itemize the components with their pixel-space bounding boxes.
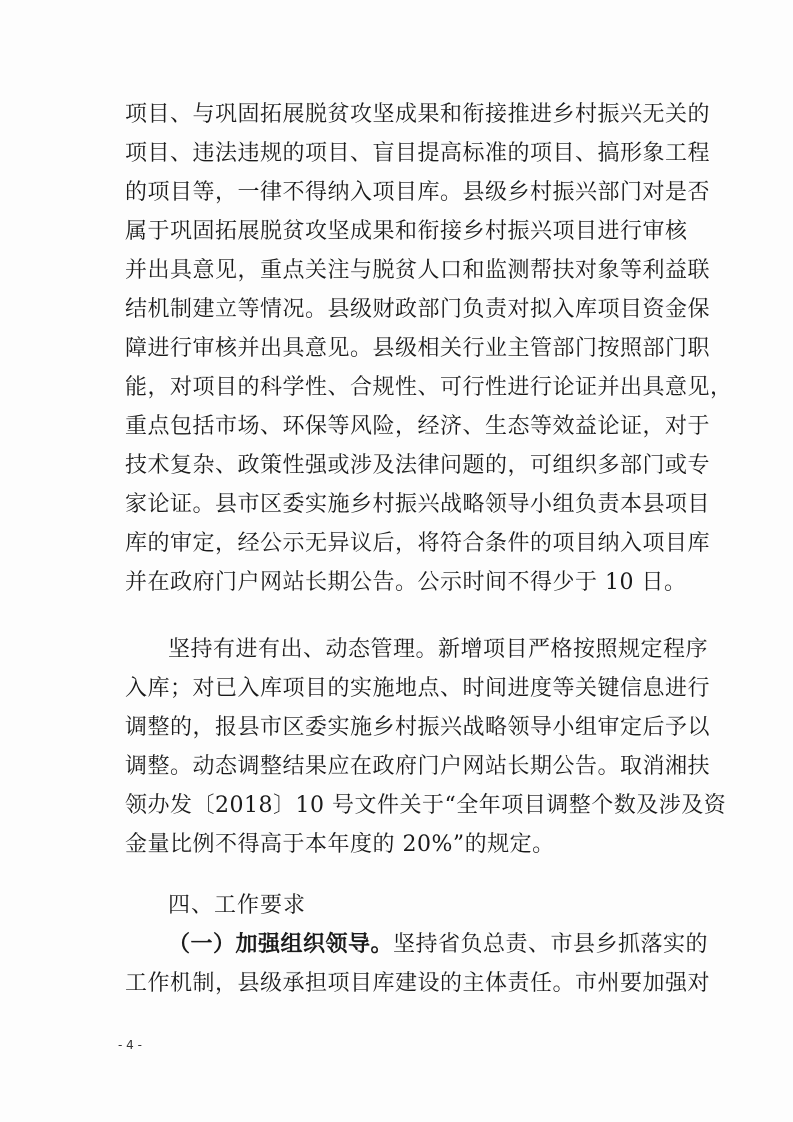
paragraph-line: 坚持有进有出、动态管理。新增项目严格按照规定程序	[168, 637, 709, 662]
section-heading: 四、工作要求	[168, 893, 307, 918]
paragraph-line: 调整的，报县市区委实施乡村振兴战略领导小组审定后予以	[125, 715, 711, 740]
paragraph-line: 工作机制，县级承担项目库建设的主体责任。市州要加强对	[125, 971, 711, 996]
paragraph-line: 的项目等，一律不得纳入项目库。县级乡村振兴部门对是否	[125, 180, 711, 205]
paragraph-line: 并在政府门户网站长期公告。公示时间不得少于 10 日。	[125, 570, 687, 595]
paragraph-line: 项目、与巩固拓展脱贫攻坚成果和衔接推进乡村振兴无关的	[125, 102, 711, 127]
paragraph-line: 结机制建立等情况。县级财政部门负责对拟入库项目资金保	[125, 297, 711, 322]
page-number: - 4 -	[118, 1038, 142, 1052]
paragraph-line: 调整。动态调整结果应在政府门户网站长期公告。取消湘扶	[125, 754, 711, 779]
paragraph-line: 重点包括市场、环保等风险，经济、生态等效益论证，对于	[125, 414, 711, 439]
paragraph-line: 家论证。县市区委实施乡村振兴战略领导小组负责本县项目	[125, 492, 711, 517]
paragraph-line: 领办发〔2018〕10 号文件关于“全年项目调整个数及涉及资	[125, 793, 727, 818]
paragraph-line: 并出具意见，重点关注与脱贫人口和监测帮扶对象等利益联	[125, 258, 711, 283]
paragraph-line: 库的审定，经公示无异议后，将符合条件的项目纳入项目库	[125, 531, 711, 556]
paragraph-line: 入库；对已入库项目的实施地点、时间进度等关键信息进行	[125, 676, 711, 701]
paragraph-line: 障进行审核并出具意见。县级相关行业主管部门按照部门职	[125, 336, 711, 361]
paragraph-text: 坚持省负总责、市县乡抓落实的	[393, 932, 709, 957]
subsection-lead: （一）加强组织领导。	[168, 932, 394, 957]
paragraph-line: 金量比例不得高于本年度的 20%”的规定。	[125, 832, 555, 857]
paragraph-line: 技术复杂、政策性强或涉及法律问题的，可组织多部门或专	[125, 453, 711, 478]
paragraph-line-with-lead	[168, 927, 709, 963]
paragraph-line: 能，对项目的科学性、合规性、可行性进行论证并出具意见，	[125, 375, 733, 400]
paragraph-line: 属于巩固拓展脱贫攻坚成果和衔接乡村振兴项目进行审核	[125, 219, 688, 244]
paragraph-line: 项目、违法违规的项目、盲目提高标准的项目、搞形象工程	[125, 141, 711, 166]
